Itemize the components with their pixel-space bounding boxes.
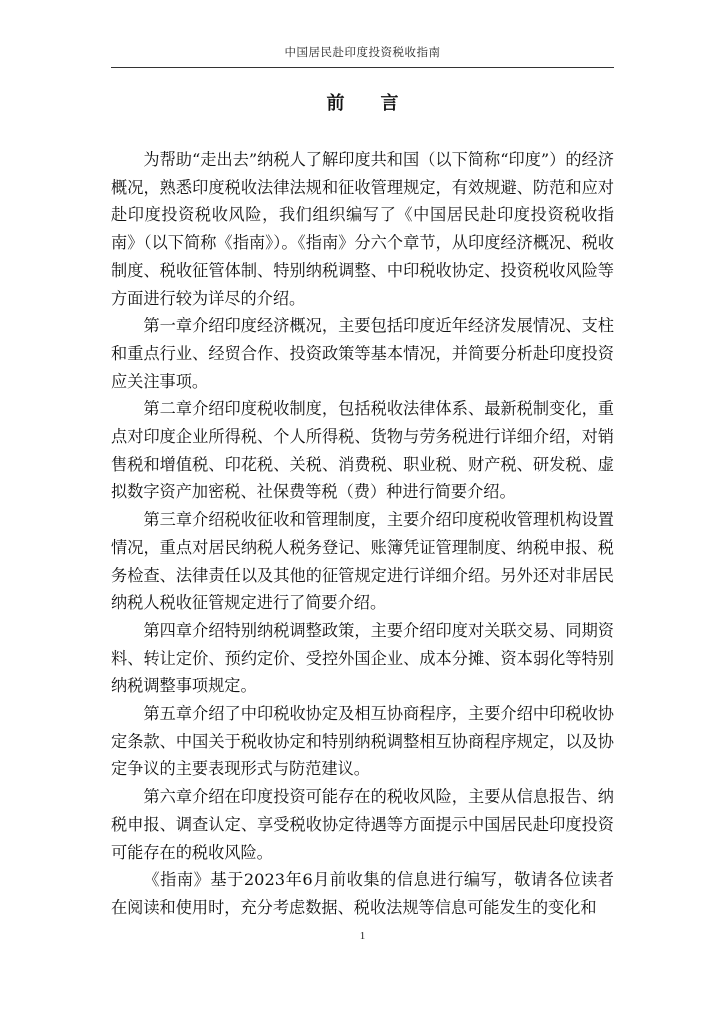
body-text bbox=[111, 146, 614, 922]
paragraph-chapter-6: 第六章介绍在印度投资可能存在的税收风险，主要从信息报告、纳税申报、调查认定、享受税收协定待遇等方面提示中国居民赴印度投资可能存在的税收风险。 bbox=[111, 787, 614, 862]
paragraph-chapter-4: 第四章介绍特别纳税调整政策，主要介绍印度对关联交易、同期资料、转让定价、预约定价、受控外国企业、成本分摊、资本弱化等特别纳税调整事项规定。 bbox=[111, 620, 614, 696]
header-divider bbox=[111, 67, 614, 68]
running-header: 中国居民赴印度投资税收指南 bbox=[284, 45, 441, 59]
page-title: 前 言 bbox=[326, 93, 399, 114]
paragraph-chapter-1: 第一章介绍印度经济概况，主要包括印度近年经济发展情况、支柱和重点行业、经贸合作、投资政策等基本情况，并简要分析赴印度投资应关注事项。 bbox=[111, 316, 614, 391]
paragraph-chapter-5: 第五章介绍了中印税收协定及相互协商程序，主要介绍中印税收协定条款、中国关于税收协定和特别纳税调整相互协商程序规定，以及协定争议的主要表现形式与防范建议。 bbox=[111, 704, 614, 779]
paragraph-intro: 为帮助“走出去”纳税人了解印度共和国（以下简称“印度”）的经济概况，熟悉印度税收法律法规和征收管理规定，有效规避、防范和应对赴印度投资税收风险，我们组织编写了《中国居民赴印度投资税收指南》（以下简称《指南》）。《指南》分六个章节，从印度经济概况、税收制度、税收征管体制、特别纳税调整、中印税收协定、投资税收风险等方面进行较为详尽的介绍。 bbox=[111, 150, 614, 308]
paragraph-closing: 《指南》基于2023年6月前收集的信息进行编写，敬请各位读者在阅读和使用时，充分考虑数据、税收法规等信息可能发生的变化和 bbox=[111, 870, 614, 917]
paragraph-chapter-2: 第二章介绍印度税收制度，包括税收法律体系、最新税制变化，重点对印度企业所得税、个人所得税、货物与劳务税进行详细介绍，对销售税和增值税、印花税、关税、消费税、职业税、财产税、研发税、虚拟数字资产加密税、社保费等税（费）种进行简要介绍。 bbox=[111, 399, 614, 502]
page-number: 1 bbox=[359, 930, 366, 942]
paragraph-chapter-3: 第三章介绍税收征收和管理制度，主要介绍印度税收管理机构设置情况，重点对居民纳税人税务登记、账簿凭证管理制度、纳税申报、税务检查、法律责任以及其他的征管规定进行详细介绍。另外还对非居民纳税人税收征管规定进行了简要介绍。 bbox=[111, 510, 614, 613]
